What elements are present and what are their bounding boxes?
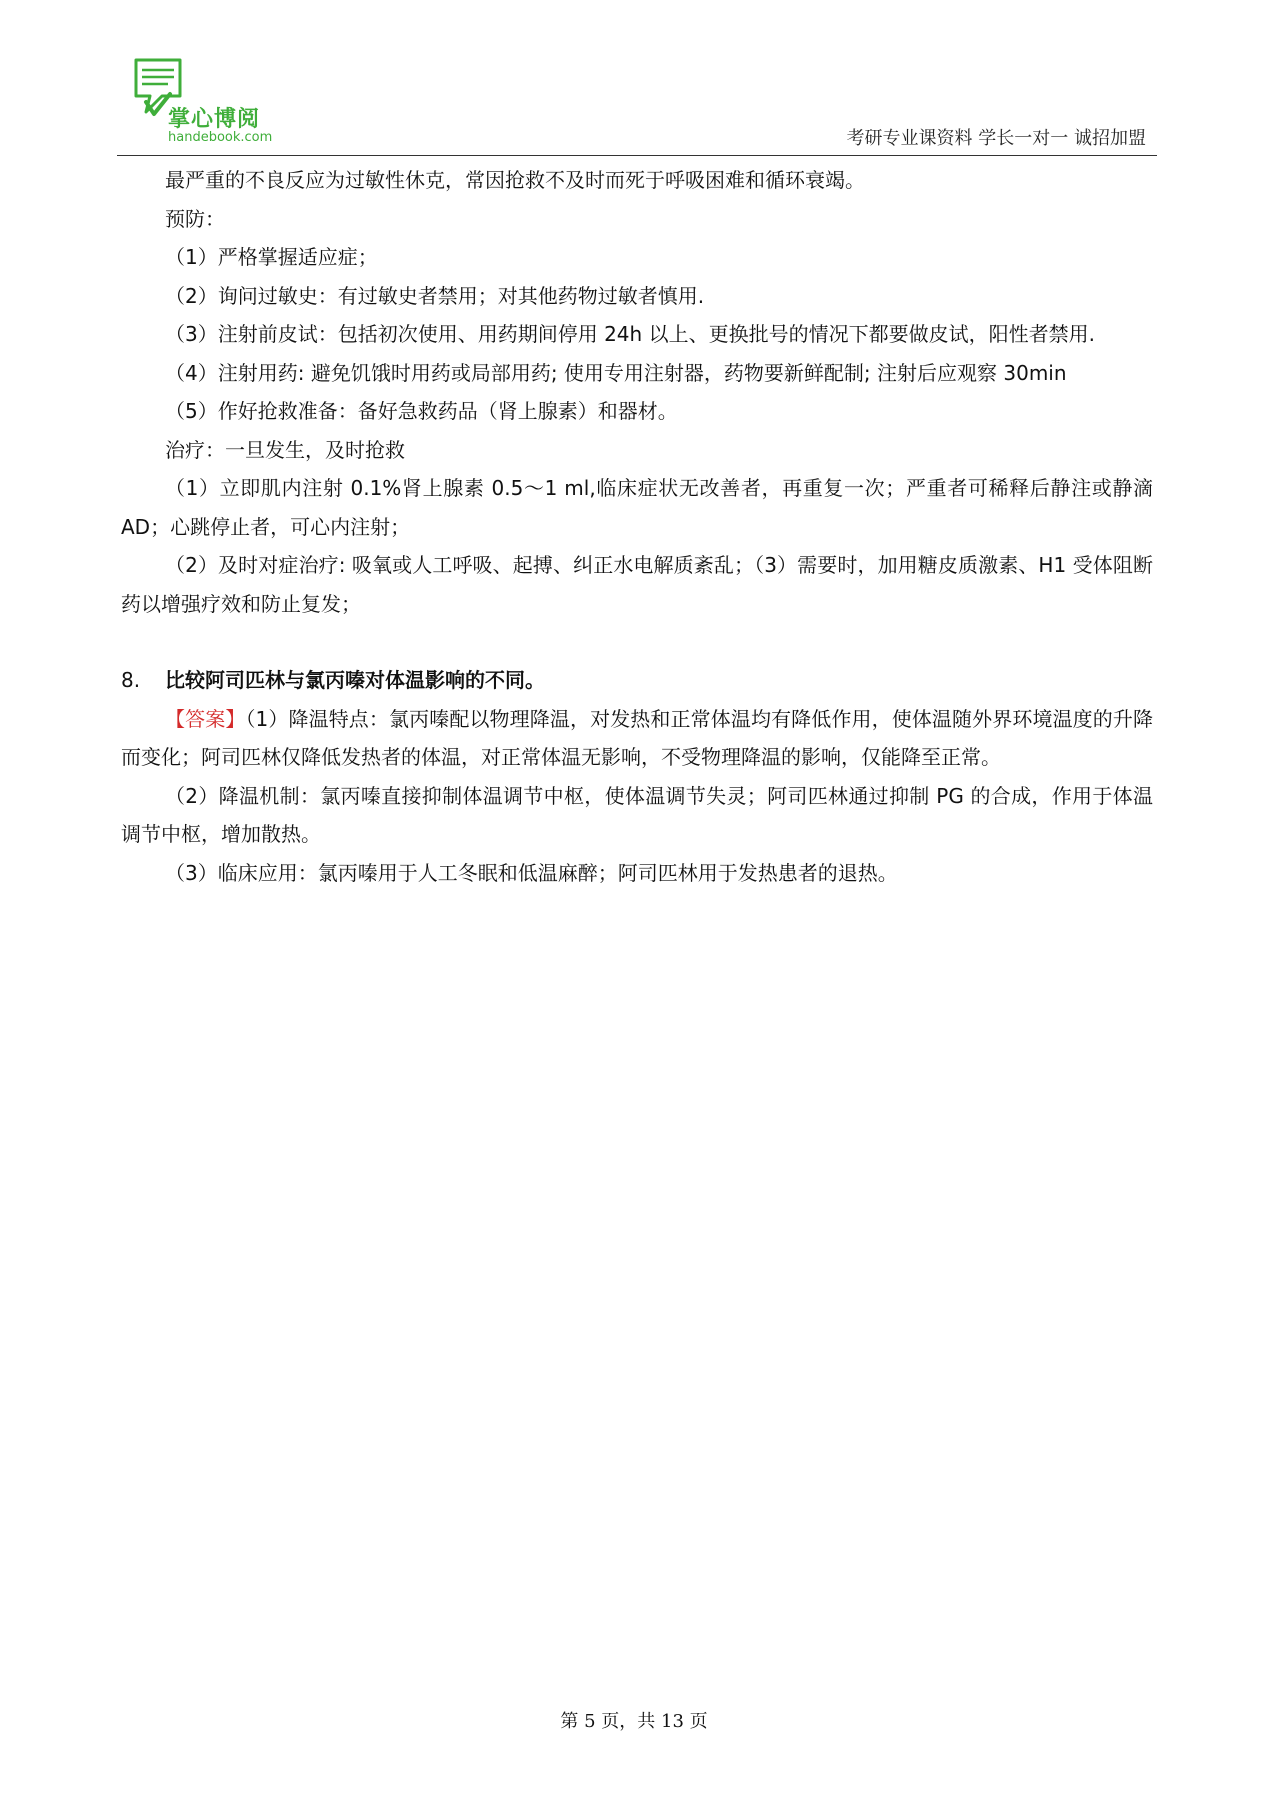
list-item: （1）严格掌握适应症；: [165, 245, 378, 269]
paragraph: 最严重的不良反应为过敏性休克，常因抢救不及时而死于呼吸困难和循环衰竭。: [165, 168, 865, 192]
paragraph: 治疗：一旦发生，及时抢救: [165, 437, 405, 462]
logo-url: handebook.com: [168, 130, 273, 145]
list-item: （5）作好抢救准备：备好急救药品（肾上腺素）和器材。: [165, 399, 678, 423]
page-number: 第 5 页，共 13 页: [560, 1711, 708, 1732]
answer-label: 【答案】: [165, 706, 246, 731]
header-divider: [117, 155, 1157, 156]
answer-paragraph: （3）临床应用：氯丙嗪用于人工冬眠和低温麻醉；阿司匹林用于发热患者的退热。: [165, 860, 898, 885]
header-slogan: 考研专业课资料 学长一对一 诚招加盟: [846, 128, 1146, 149]
spacer: [121, 623, 1153, 661]
answer-text: （1）降温特点：氯丙嗪配以物理降温，对发热和正常体温均有降低作用，使体温随外界环境温度的升降而变化；阿司匹林仅降低发热者的体温，对正常体温无影响，不受物理降温的影响，仅能降至正常。: [121, 706, 1153, 769]
paragraph: 预防：: [165, 206, 225, 231]
question-heading: [121, 661, 1153, 700]
page-content: [121, 161, 1153, 892]
list-item: （2）询问过敏史：有过敏史者禁用；对其他药物过敏者慎用.: [165, 283, 705, 308]
list-item: （4）注射用药: 避免饥饿时用药或局部用药; 使用专用注射器，药物要新鲜配制; 注射后应观察 30min: [165, 360, 1067, 385]
list-item: （3）注射前皮试：包括初次使用、用药期间停用 24h 以上、更换批号的情况下都要做皮试，阳性者禁用.: [165, 322, 1095, 346]
answer-paragraph: [121, 700, 1153, 777]
logo-name: 掌心博阅: [168, 107, 261, 132]
page-header: [0, 0, 1268, 160]
list-item: （2）及时对症治疗: 吸氧或人工呼吸、起搏、纠正水电解质紊乱；（3）需要时，加用糖皮质激素、H1 受体阻断药以增强疗效和防止复发；: [121, 553, 1153, 616]
question-text: 比较阿司匹林与氯丙嗪对体温影响的不同。: [165, 668, 545, 692]
list-item: （1）立即肌内注射 0.1%肾上腺素 0.5～1 ml,临床症状无改善者，再重复一次；严重者可稀释后静注或静滴 AD；心跳停止者，可心内注射；: [121, 476, 1153, 539]
answer-paragraph: （2）降温机制：氯丙嗪直接抑制体温调节中枢，使体温调节失灵；阿司匹林通过抑制 PG 的合成，作用于体温调节中枢，增加散热。: [121, 783, 1153, 846]
question-number: 8.: [121, 668, 141, 692]
logo: [132, 56, 312, 146]
